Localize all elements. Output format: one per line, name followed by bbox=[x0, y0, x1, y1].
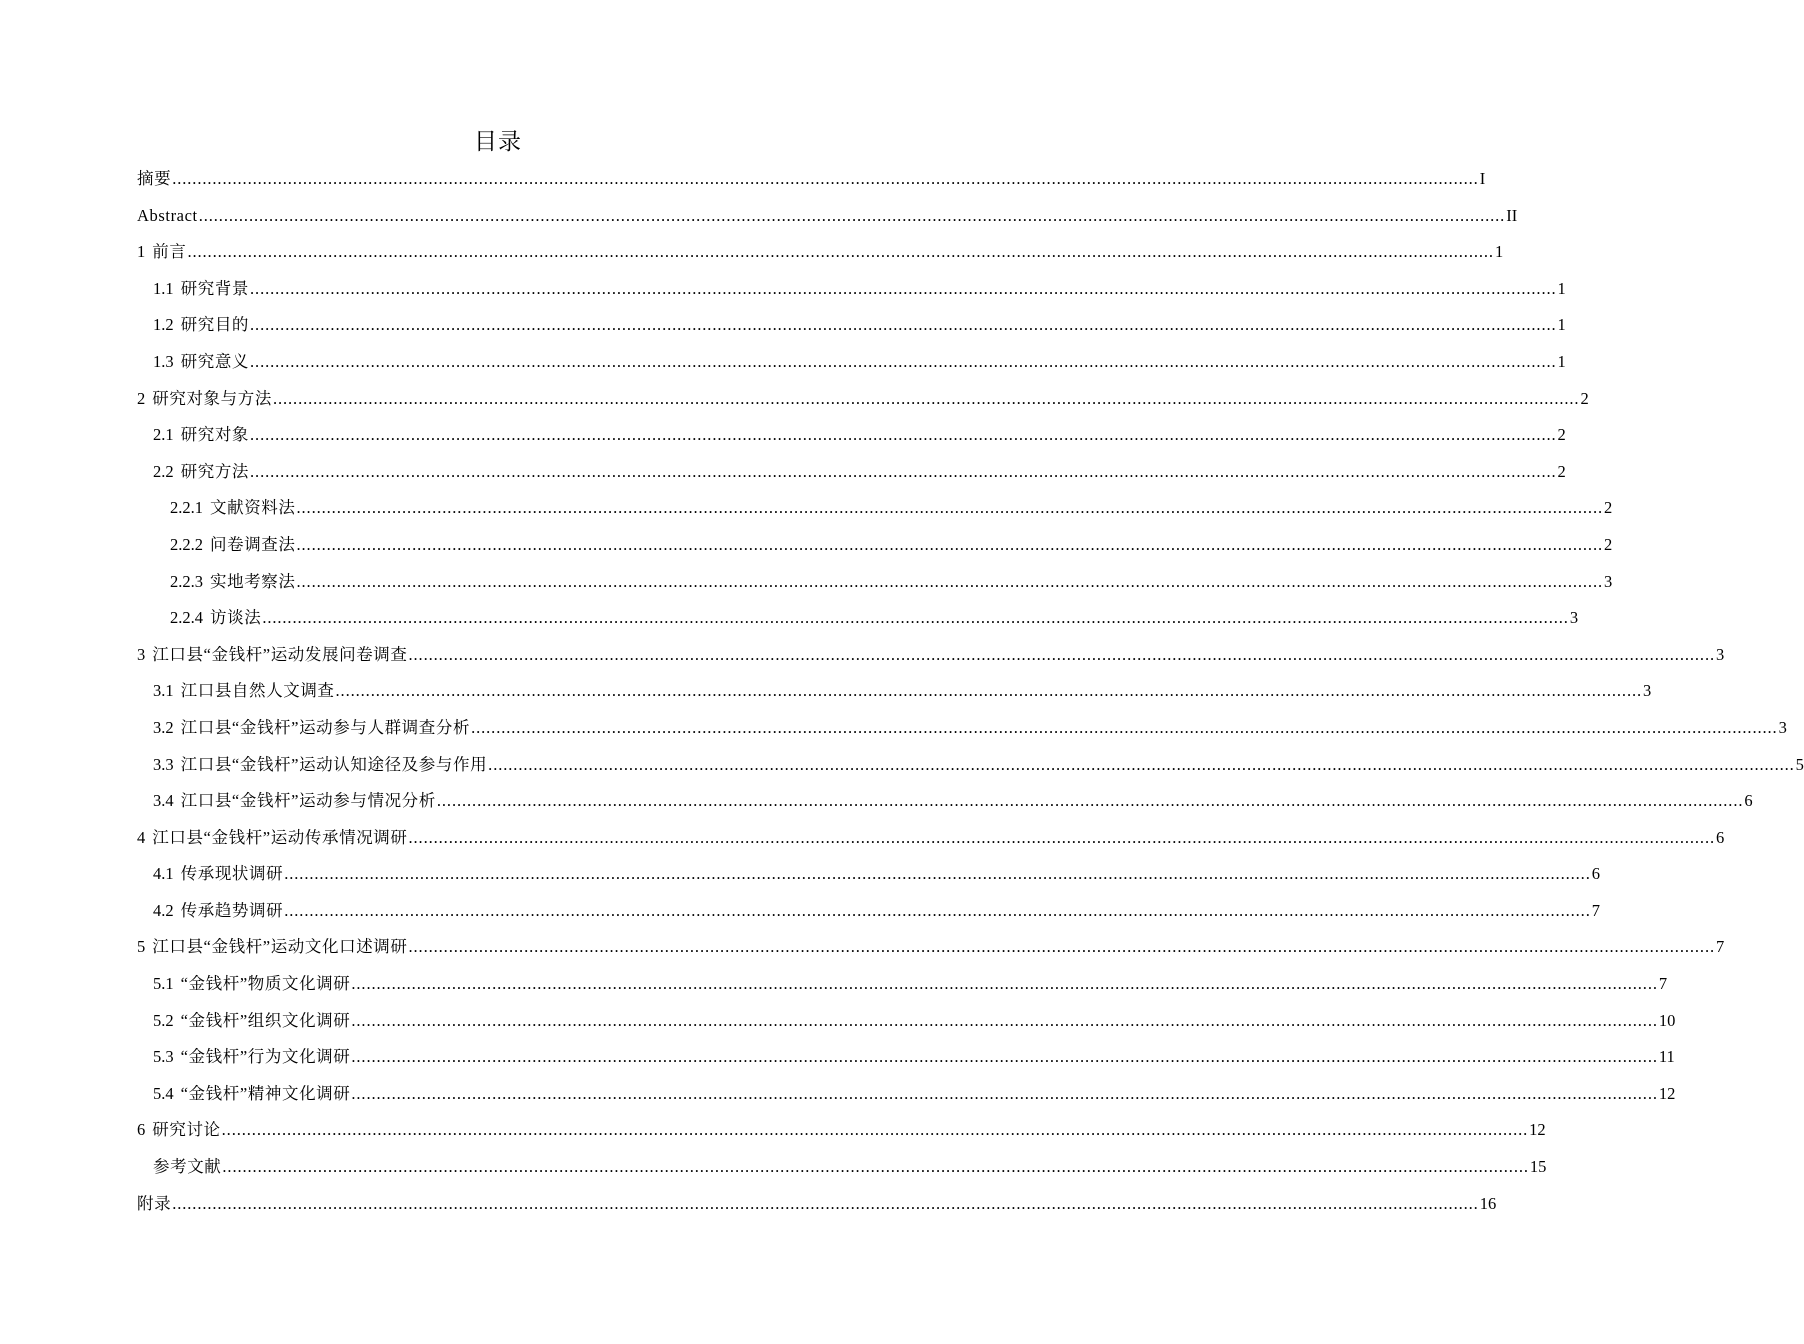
toc-entry-title: 研究背景 bbox=[180, 278, 250, 298]
toc-dot-leader: .................................................................................................................................................................................................................................................................... bbox=[221, 1120, 1529, 1140]
toc-entry-number: 3.2 bbox=[153, 717, 174, 737]
toc-dot-leader: .................................................................................................................................................................................................................................................................... bbox=[488, 754, 1795, 774]
toc-page-number: 2 bbox=[1557, 461, 1566, 481]
toc-entry[interactable] bbox=[137, 234, 1504, 271]
toc-entry-number: 2.2.1 bbox=[170, 498, 203, 518]
toc-entry-number: 3.3 bbox=[153, 754, 174, 774]
toc-entry[interactable] bbox=[137, 637, 1725, 674]
toc-entry-title: 摘要 bbox=[137, 169, 172, 188]
toc-entry-number: 2 bbox=[137, 388, 146, 408]
toc-dot-leader: .................................................................................................................................................................................................................................................................... bbox=[272, 388, 1580, 408]
toc-entry-title: 江口县“金钱杆”运动参与人群调查分析 bbox=[180, 717, 471, 737]
toc-entry-number: 1 bbox=[137, 242, 146, 262]
toc-dot-leader: .................................................................................................................................................................................................................................................................... bbox=[351, 1010, 1658, 1030]
toc-entry-number: 2.2.2 bbox=[170, 534, 203, 554]
toc-page-number: 5 bbox=[1795, 754, 1804, 774]
toc-entry-title: 参考文献 bbox=[153, 1157, 222, 1177]
toc-entry-number: 1.3 bbox=[153, 351, 174, 371]
toc-dot-leader: .................................................................................................................................................................................................................................................................... bbox=[187, 242, 1494, 262]
toc-page-number: 10 bbox=[1658, 1010, 1676, 1030]
toc-entry-title: 前言 bbox=[152, 242, 187, 262]
toc-list bbox=[137, 161, 1804, 1222]
toc-page-number: 1 bbox=[1494, 242, 1504, 262]
toc-entry-title: 文献资料法 bbox=[210, 498, 296, 518]
toc-dot-leader: .................................................................................................................................................................................................................................................................... bbox=[296, 571, 1603, 591]
toc-dot-leader: .................................................................................................................................................................................................................................................................... bbox=[284, 864, 1591, 884]
toc-entry-title: 研究对象与方法 bbox=[152, 388, 272, 408]
toc-entry-title: 传承现状调研 bbox=[180, 864, 284, 884]
toc-entry-title: 传承趋势调研 bbox=[180, 900, 284, 920]
toc-page-number: 3 bbox=[1716, 644, 1725, 664]
toc-entry-number: 4 bbox=[137, 827, 146, 847]
toc-entry-title: 江口县“金钱杆”运动发展问卷调查 bbox=[152, 644, 408, 664]
toc-entry[interactable] bbox=[137, 161, 1486, 198]
toc-dot-leader: .................................................................................................................................................................................................................................................................... bbox=[408, 827, 1715, 847]
toc-entry[interactable] bbox=[137, 1076, 1676, 1113]
toc-entry-number: 1.1 bbox=[153, 278, 174, 298]
toc-entry[interactable] bbox=[137, 673, 1652, 710]
toc-entry-title: 研究意义 bbox=[180, 351, 250, 371]
toc-entry-title: 研究目的 bbox=[180, 315, 250, 335]
toc-dot-leader: .................................................................................................................................................................................................................................................................... bbox=[284, 900, 1591, 920]
toc-entry-title: 实地考察法 bbox=[210, 571, 296, 591]
toc-entry-number: 5.3 bbox=[153, 1047, 174, 1067]
toc-dot-leader: .................................................................................................................................................................................................................................................................... bbox=[351, 974, 1658, 994]
toc-page-number: 11 bbox=[1658, 1047, 1675, 1067]
toc-dot-leader: .................................................................................................................................................................................................................................................................... bbox=[250, 315, 1557, 335]
toc-entry[interactable] bbox=[137, 929, 1725, 966]
toc-page-number: 12 bbox=[1658, 1083, 1676, 1103]
toc-entry-number: 2.2.4 bbox=[170, 608, 203, 628]
toc-entry-number: 2.2 bbox=[153, 461, 174, 481]
toc-dot-leader: .................................................................................................................................................................................................................................................................... bbox=[296, 498, 1603, 518]
toc-entry[interactable] bbox=[137, 1112, 1546, 1149]
toc-entry[interactable] bbox=[137, 454, 1566, 491]
toc-entry-title: 江口县“金钱杆”运动传承情况调研 bbox=[152, 827, 408, 847]
toc-dot-leader: .................................................................................................................................................................................................................................................................... bbox=[262, 608, 1569, 628]
toc-page-number: 6 bbox=[1591, 864, 1600, 884]
toc-page-number: 3 bbox=[1643, 681, 1652, 701]
toc-dot-leader: .................................................................................................................................................................................................................................................................... bbox=[471, 717, 1778, 737]
toc-entry-title: 江口县“金钱杆”运动认知途径及参与作用 bbox=[180, 754, 488, 774]
toc-entry[interactable] bbox=[137, 1186, 1497, 1223]
toc-entry[interactable] bbox=[137, 271, 1566, 308]
toc-page-number: 1 bbox=[1557, 315, 1566, 335]
toc-entry-title: 江口县自然人文调查 bbox=[180, 681, 335, 701]
toc-entry[interactable] bbox=[137, 417, 1566, 454]
toc-page-number: 1 bbox=[1557, 278, 1566, 298]
toc-entry-number: 5.4 bbox=[153, 1083, 174, 1103]
toc-entry-title: 江口县“金钱杆”运动文化口述调研 bbox=[152, 937, 408, 957]
toc-entry-number: 3.4 bbox=[153, 791, 174, 811]
toc-entry-title: 附录 bbox=[137, 1193, 172, 1213]
toc-page-number: 15 bbox=[1529, 1157, 1547, 1177]
toc-entry[interactable] bbox=[137, 344, 1566, 381]
toc-entry-number: 2.1 bbox=[153, 425, 174, 445]
toc-entry-title: “金钱杆”物质文化调研 bbox=[180, 974, 351, 994]
toc-entry[interactable] bbox=[137, 893, 1600, 930]
toc-entry-title: 问卷调查法 bbox=[210, 534, 296, 554]
toc-dot-leader: .................................................................................................................................................................................................................................................................... bbox=[250, 351, 1557, 371]
toc-entry-number: 4.2 bbox=[153, 900, 174, 920]
toc-entry[interactable] bbox=[137, 783, 1753, 820]
toc-entry-title: Abstract bbox=[137, 205, 198, 225]
toc-page-number: 6 bbox=[1716, 827, 1725, 847]
toc-entry-number: 5.2 bbox=[153, 1010, 174, 1030]
toc-entry-number: 5.1 bbox=[153, 974, 174, 994]
toc-dot-leader: .................................................................................................................................................................................................................................................................... bbox=[250, 278, 1557, 298]
toc-dot-leader: .................................................................................................................................................................................................................................................................... bbox=[172, 1193, 1479, 1213]
toc-page-number: 2 bbox=[1604, 498, 1613, 518]
toc-dot-leader: .................................................................................................................................................................................................................................................................... bbox=[172, 169, 1479, 188]
toc-dot-leader: .................................................................................................................................................................................................................................................................... bbox=[198, 205, 1506, 225]
toc-dot-leader: .................................................................................................................................................................................................................................................................... bbox=[250, 461, 1557, 481]
toc-entry[interactable] bbox=[137, 198, 1518, 235]
toc-entry-title: 江口县“金钱杆”运动参与情况分析 bbox=[180, 791, 436, 811]
toc-page-number: 2 bbox=[1557, 425, 1566, 445]
toc-entry-title: 访谈法 bbox=[210, 608, 262, 628]
toc-page-number: 3 bbox=[1569, 608, 1579, 628]
toc-entry[interactable] bbox=[137, 490, 1613, 527]
toc-dot-leader: .................................................................................................................................................................................................................................................................... bbox=[351, 1047, 1658, 1067]
toc-entry[interactable] bbox=[137, 1003, 1676, 1040]
toc-page-number: 1 bbox=[1557, 351, 1566, 371]
toc-entry-title: “金钱杆”行为文化调研 bbox=[180, 1047, 351, 1067]
toc-entry[interactable] bbox=[137, 966, 1668, 1003]
toc-entry[interactable] bbox=[137, 564, 1613, 601]
toc-page-number: 12 bbox=[1529, 1120, 1546, 1140]
toc-entry[interactable] bbox=[137, 1149, 1547, 1186]
toc-entry[interactable] bbox=[137, 381, 1589, 418]
toc-dot-leader: .................................................................................................................................................................................................................................................................... bbox=[351, 1083, 1658, 1103]
toc-dot-leader: .................................................................................................................................................................................................................................................................... bbox=[335, 681, 1643, 701]
toc-page-number: 16 bbox=[1479, 1193, 1497, 1213]
toc-title: 目录 bbox=[474, 129, 522, 155]
toc-entry[interactable] bbox=[137, 1039, 1675, 1076]
toc-entry-title: “金钱杆”组织文化调研 bbox=[180, 1010, 351, 1030]
toc-page-number: 6 bbox=[1744, 791, 1753, 811]
toc-dot-leader: .................................................................................................................................................................................................................................................................... bbox=[222, 1157, 1529, 1177]
toc-dot-leader: .................................................................................................................................................................................................................................................................... bbox=[436, 791, 1744, 811]
toc-entry-number: 3.1 bbox=[153, 681, 174, 701]
toc-page-number: 3 bbox=[1604, 571, 1613, 591]
toc-entry-number: 4.1 bbox=[153, 864, 174, 884]
toc-entry-number: 6 bbox=[137, 1120, 146, 1140]
toc-entry[interactable] bbox=[137, 307, 1566, 344]
toc-entry[interactable] bbox=[137, 747, 1804, 784]
toc-page-number: I bbox=[1479, 169, 1486, 188]
toc-page-number: 2 bbox=[1604, 534, 1613, 554]
toc-entry[interactable] bbox=[137, 856, 1600, 893]
toc-entry-title: “金钱杆”精神文化调研 bbox=[180, 1083, 351, 1103]
toc-entry[interactable] bbox=[137, 820, 1725, 857]
toc-dot-leader: .................................................................................................................................................................................................................................................................... bbox=[408, 644, 1715, 664]
toc-entry-title: 研究对象 bbox=[180, 425, 250, 445]
toc-page-number: 7 bbox=[1658, 974, 1668, 994]
toc-entry-number: 3 bbox=[137, 644, 146, 664]
toc-entry-title: 研究方法 bbox=[180, 461, 250, 481]
toc-entry[interactable] bbox=[137, 600, 1579, 637]
toc-entry[interactable] bbox=[137, 710, 1787, 747]
toc-dot-leader: .................................................................................................................................................................................................................................................................... bbox=[408, 937, 1715, 957]
toc-entry-title: 研究讨论 bbox=[152, 1120, 221, 1140]
toc-entry-number: 1.2 bbox=[153, 315, 174, 335]
toc-page-number: 7 bbox=[1591, 900, 1600, 920]
toc-entry-number: 5 bbox=[137, 937, 146, 957]
toc-entry-number: 2.2.3 bbox=[170, 571, 203, 591]
toc-dot-leader: .................................................................................................................................................................................................................................................................... bbox=[250, 425, 1557, 445]
toc-page-number: 2 bbox=[1580, 388, 1589, 408]
toc-page-number: 3 bbox=[1778, 717, 1787, 737]
toc-entry[interactable] bbox=[137, 527, 1613, 564]
toc-dot-leader: .................................................................................................................................................................................................................................................................... bbox=[296, 534, 1603, 554]
toc-page-number: 7 bbox=[1716, 937, 1725, 957]
toc-page-number: II bbox=[1506, 205, 1518, 225]
